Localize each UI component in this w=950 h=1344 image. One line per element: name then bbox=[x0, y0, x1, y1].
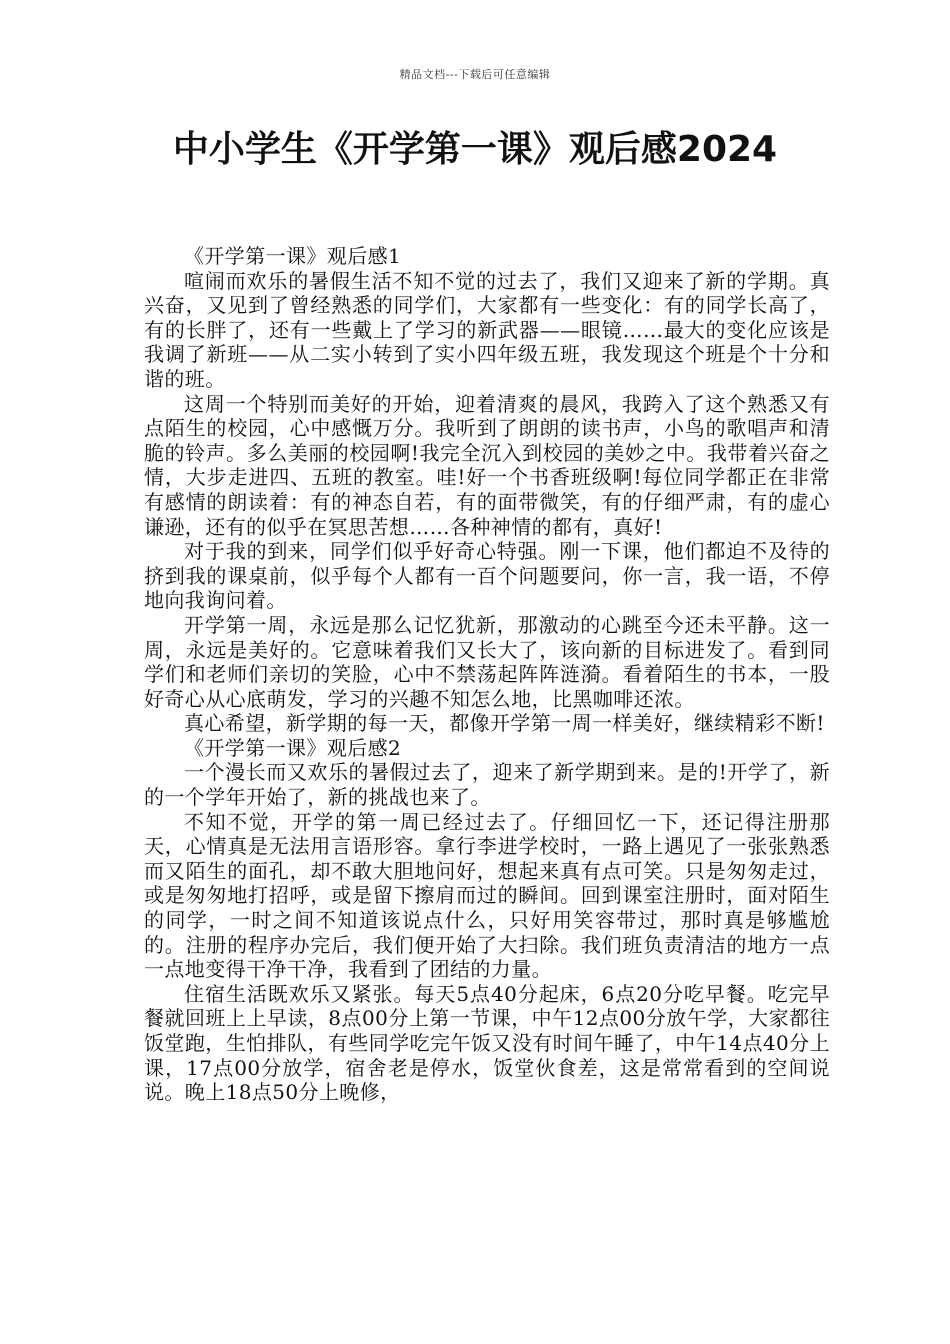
paragraph: 这周一个特别而美好的开始，迎着清爽的晨风，我跨入了这个熟悉又有点陌生的校园，心中感慨万分。我听到了朗朗的读书声，小鸟的歌唱声和清脆的铃声。多么美丽的校园啊!我完全沉入到校园的美妙之中。我带着兴奋之情，大步走进四、五班的教室。哇!好一个书香班级啊!每位同学都正在非常有感情的朗读着：有的神态自若，有的面带微笑，有的仔细严肃，有的虚心谦逊，还有的似乎在冥思苦想……各种神情的都有，真好! bbox=[144, 391, 830, 539]
document-body bbox=[144, 244, 830, 1105]
paragraph: 真心希望，新学期的每一天，都像开学第一周一样美好，继续精彩不断! bbox=[184, 711, 825, 736]
document-title: 中小学生《开学第一课》观后感2024 bbox=[172, 129, 778, 170]
paragraph: 喧闹而欢乐的暑假生活不知不觉的过去了，我们又迎来了新的学期。真兴奋，又见到了曾经熟悉的同学们，大家都有一些变化：有的同学长高了，有的长胖了，还有一些戴上了学习的新武器——眼镜……最大的变化应该是我调了新班——从二实小转到了实小四年级五班，我发现这个班是个十分和谐的班。 bbox=[144, 268, 830, 391]
section-heading: 《开学第一课》观后感1 bbox=[184, 244, 402, 268]
paragraph: 住宿生活既欢乐又紧张。每天5点40分起床，6点20分吃早餐。吃完早餐就回班上上早读，8点00分上第一节课，中午12点00分放午学，大家都往饭堂跑，生怕排队，有些同学吃完午饭又没有时间午睡了，中午14点40分上课，17点00分放学，宿舍老是停水，饭堂伙食差，这是常常看到的空间说说。晚上18点50分上晚修， bbox=[144, 981, 830, 1105]
section-heading: 《开学第一课》观后感2 bbox=[184, 735, 402, 760]
paragraph: 不知不觉，开学的第一周已经过去了。仔细回忆一下，还记得注册那天，心情真是无法用言语形容。拿行李进学校时，一路上遇见了一张张熟悉而又陌生的面孔，却不敢大胆地问好，想起来真有点可笑。只是匆匆走过，或是匆匆地打招呼，或是留下擦肩而过的瞬间。回到课室注册时，面对陌生的同学，一时之间不知道该说点什么，只好用笑容带过，那时真是够尴尬的。注册的程序办完后，我们便开始了大扫除。我们班负责清洁的地方一点一点地变得干净干净，我看到了团结的力量。 bbox=[144, 809, 830, 982]
paragraph: 开学第一周，永远是那么记忆犹新，那激动的心跳至今还未平静。这一周，永远是美好的。它意味着我们又长大了，该向新的目标进发了。看到同学们和老师们亲切的笑脸，心中不禁荡起阵阵涟漪。看着陌生的书本，一股好奇心从心底萌发，学习的兴趣不知怎么地，比黑咖啡还浓。 bbox=[144, 612, 830, 711]
paragraph: 一个漫长而又欢乐的暑假过去了，迎来了新学期到来。是的!开学了，新的一个学年开始了，新的挑战也来了。 bbox=[144, 760, 830, 810]
paragraph: 对于我的到来，同学们似乎好奇心特强。刚一下课，他们都迫不及待的挤到我的课桌前，似乎每个人都有一百个问题要问，你一言，我一语，不停地向我询问着。 bbox=[144, 539, 830, 613]
header-note: 精品文档---下载后可任意编辑 bbox=[399, 68, 551, 81]
